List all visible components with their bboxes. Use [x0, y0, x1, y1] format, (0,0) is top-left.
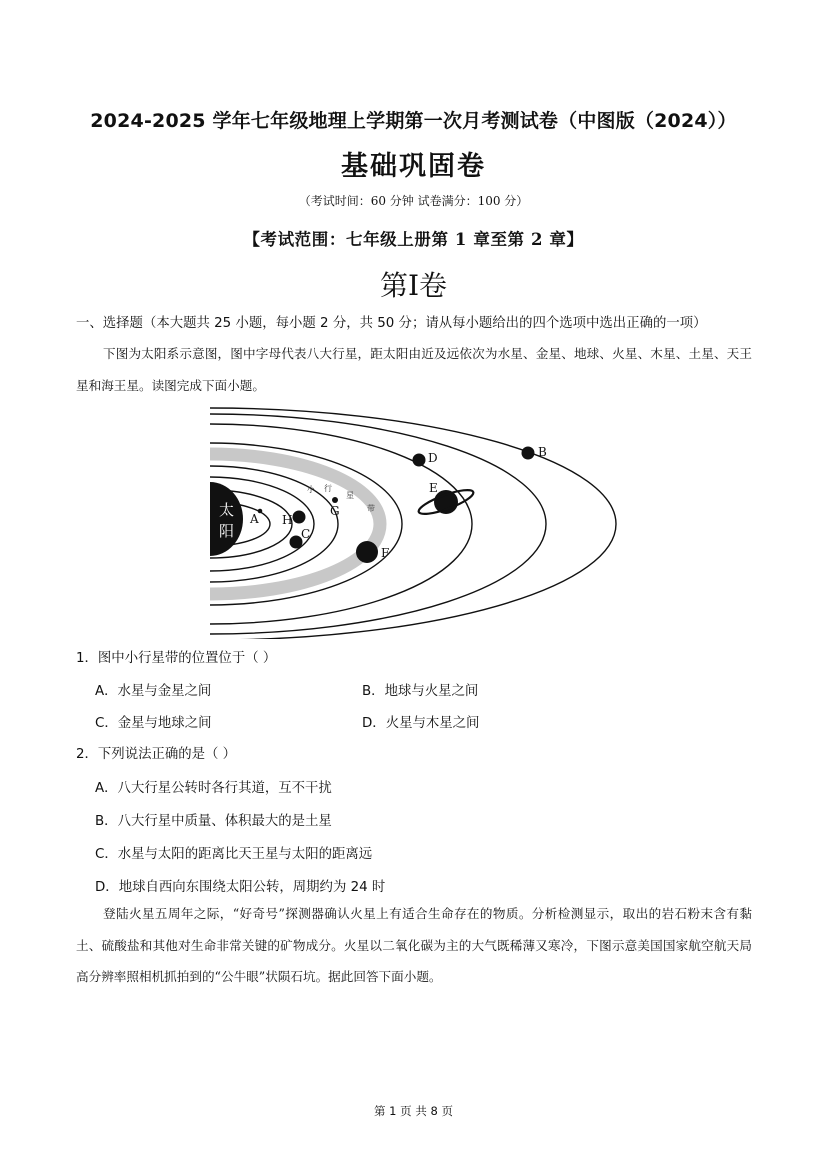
planet-label-e: E — [429, 481, 438, 495]
planet-label-h: H — [282, 513, 293, 527]
intro-paragraph-2: 登陆火星五周年之际，“好奇号”探测器确认火星上有适合生命存在的物质。分析检测显示，取出的岩石粉末含有黏土、硫酸盐和其他对生命非常关键的矿物成分。火星以二氧化碳为主的大气既稀薄又寒冷，下图示意美国国家航空航天局高分辨率照相机抓拍到的“公牛眼”状陨石坑。据此回答下面小题。 — [76, 906, 752, 984]
belt-label-char-1: 小 — [307, 485, 315, 494]
orbit-8 — [210, 408, 616, 639]
belt-label-char-4: 带 — [367, 504, 375, 513]
question-1-option-b[interactable]: B．地球与火星之间 — [362, 684, 479, 699]
planet-label-c: C — [301, 527, 311, 541]
question-2-option-b[interactable]: B．八大行星中质量、体积最大的是土星 — [95, 814, 332, 829]
planet-label-a: A — [250, 512, 259, 526]
planet-g — [332, 497, 338, 503]
question-1-option-d[interactable]: D．火星与木星之间 — [362, 716, 480, 731]
exam-subtitle: 基础巩固卷 — [341, 151, 486, 182]
part-title: 第I卷 — [379, 269, 448, 302]
question-2-stem: 2．下列说法正确的是（ ） — [76, 747, 237, 762]
solar-system-figure — [210, 407, 620, 639]
sun-label-bottom: 阳 — [219, 522, 235, 540]
question-2-option-a[interactable]: A．八大行星公转时各行其道，互不干扰 — [95, 781, 332, 796]
planet-d — [413, 454, 426, 467]
question-1-option-a[interactable]: A．水星与金星之间 — [95, 684, 212, 699]
intro-paragraph-1: 下图为太阳系示意图，图中字母代表八大行星，距太阳由近及远依次为水星、金星、地球、火星、木星、土星、天王星和海王星。读图完成下面小题。 — [76, 346, 752, 393]
sun-label-top: 太 — [219, 501, 235, 519]
belt-label-char-3: 星 — [346, 491, 354, 500]
planet-label-g: G — [330, 504, 340, 518]
planet-b — [522, 447, 535, 460]
planet-label-f: F — [381, 546, 390, 560]
section-title: 一、选择题（本大题共 25 小题，每小题 2 分，共 50 分；请从每小题给出的四个选项中选出正确的一项） — [76, 316, 707, 331]
question-2-option-c[interactable]: C．水星与太阳的距离比天王星与太阳的距离远 — [95, 847, 373, 862]
page-footer: 第 1 页 共 8 页 — [374, 1104, 453, 1118]
planet-h — [293, 511, 306, 524]
planet-label-d: D — [428, 451, 438, 465]
planet-f — [356, 541, 378, 563]
planet-label-b: B — [538, 445, 547, 459]
belt-label-char-2: 行 — [324, 484, 332, 493]
exam-title: 2024-2025 学年七年级地理上学期第一次月考测试卷（中图版（2024）） — [90, 110, 737, 132]
exam-scope: 【考试范围：七年级上册第 1 章至第 2 章】 — [243, 230, 584, 249]
question-1-option-c[interactable]: C．金星与地球之间 — [95, 716, 212, 731]
exam-info: （考试时间：60 分钟 试卷满分：100 分） — [298, 194, 529, 208]
sun — [210, 482, 243, 556]
question-1-stem: 1．图中小行星带的位置位于（ ） — [76, 651, 277, 666]
question-2-option-d[interactable]: D．地球自西向东围绕太阳公转，周期约为 24 时 — [95, 880, 386, 895]
